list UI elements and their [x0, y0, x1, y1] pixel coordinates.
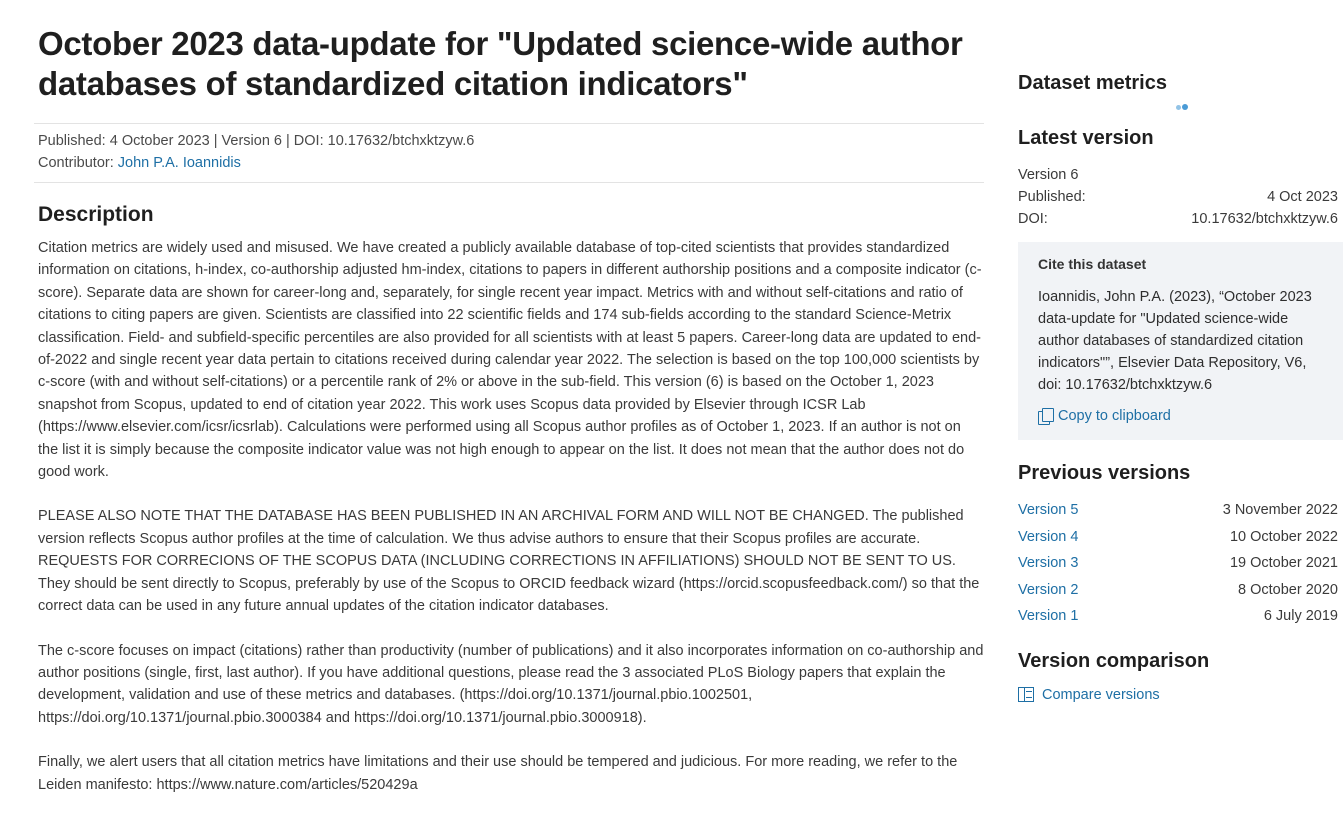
description-paragraph: PLEASE ALSO NOTE THAT THE DATABASE HAS BEEN PUBLISHED IN AN ARCHIVAL FORM AND WILL NOT BE CHANGED. The published version reflects Scopus author profiles at the time of calculation. We thus advise authors to ensure that their Scopus profiles are accurate. REQUESTS FOR CORRECIONS OF THE SCOPUS DATA (INCLUDING CORRECTIONS IN AFFILIATIONS) SHOULD NOT BE SENT TO US. They should be sent directly to Scopus, preferably by use of the Scopus to ORCID feedback wizard (https://orcid.scopusfeedback.com/) so that the correct data can be used in any future annual updates of the citation indicator databases. — [38, 508, 980, 615]
version-comparison-heading: Version comparison — [1018, 649, 1210, 672]
compare-versions-button[interactable] — [1018, 687, 1338, 703]
contributor-label: Contributor: — [38, 155, 114, 171]
latest-version-info — [1018, 164, 1338, 230]
description-paragraph: Finally, we alert users that all citation metrics have limitations and their use should be tempered and judicious. For more reading, we refer to the Leiden manifesto: https://www.nature.com/articles/520429a — [38, 754, 958, 793]
version-row — [1018, 524, 1338, 551]
published-label: Published: — [1018, 189, 1086, 205]
doi-value: 10.17632/btchxktzyw.6 — [1191, 211, 1338, 227]
loading-spinner-icon — [1018, 95, 1338, 121]
version-link[interactable]: Version 3 — [1018, 555, 1079, 572]
description-paragraph: Citation metrics are widely used and misused. We have created a publicly available database of top-cited scientists that provides standardized information on citations, h-index, co-authorship adjusted hm-index, citations to papers in different authorship positions and a composite indicator (c-score). Separate data are shown for career-long and, separately, for single recent year impact. Metrics with and without self-citations and ratio of citations to citing papers are given. Scientists are classified into 22 scientific fields and 174 sub-fields according to the standard Science-Metrix classification. Field- and subfield-specific percentiles are also provided for all scientists with at least 5 papers. Career-long data are updated to end-of-2022 and single recent year data pertain to citations received during calendar year 2022. The selection is based on the top 100,000 scientists by c-score (with and without self-citations) or a percentile rank of 2% or above in the sub-field. This version (6) is based on the October 1, 2023 snapshot from Scopus, updated to end of citation year 2022. This work uses Scopus data provided by Elsevier through ICSR Lab (https://www.elsevier.com/icsr/icsrlab). Calculations were performed using all Scopus author profiles as of October 1, 2023. If an author is not on the list it is simply because the composite indicator value was not high enough to appear on the list. It does not mean that the author does not do good work. — [38, 240, 982, 481]
description-heading: Description — [38, 203, 154, 226]
compare-versions-label: Compare versions — [1042, 686, 1160, 703]
version-link[interactable]: Version 5 — [1018, 502, 1079, 518]
published-value: 4 Oct 2023 — [1267, 189, 1338, 205]
copy-icon — [1038, 408, 1054, 424]
version-date: 6 July 2019 — [1263, 608, 1338, 625]
latest-published-row — [1018, 186, 1338, 208]
copy-to-clipboard-button[interactable] — [1038, 408, 1323, 424]
dataset-metrics-heading: Dataset metrics — [1018, 72, 1167, 94]
copy-to-clipboard-label: Copy to clipboard — [1058, 408, 1171, 424]
version-link[interactable]: Version 4 — [1018, 528, 1079, 545]
version-link[interactable]: Version 1 — [1018, 608, 1079, 625]
version-date: 19 October 2021 — [1229, 555, 1338, 572]
main-content — [38, 24, 984, 818]
citation-text: Ioannidis, John P.A. (2023), “October 2023 data-update for "Updated science-wide author databases of standardized citation indicators"”, Elsevier Data Repository, V6, doi: 10.17632/btchxktzyw.6 — [1038, 289, 1312, 393]
doi-label: DOI: — [1018, 211, 1048, 227]
description-paragraph: The c-score focuses on impact (citations) rather than productivity (number of publications) and it also incorporates information on co-authorship and author positions (single, first, last author). If you have additional questions, please read the 3 associated PLoS Biology papers that explain the development, validation and use of these metrics and databases. (https://doi.org/10.1371/journal.pbio.1002501, https://doi.org/10.1371/journal.pbio.3000384 and https://doi.org/10.1371/journal.pbio.3000918). — [38, 642, 984, 726]
description-body — [38, 237, 984, 796]
previous-versions-list — [1018, 497, 1338, 630]
version-date: 10 October 2022 — [1229, 528, 1338, 545]
contributor-link[interactable]: John P.A. Ioannidis — [117, 155, 241, 171]
latest-version-heading: Latest version — [1018, 127, 1154, 149]
latest-doi-row — [1018, 208, 1338, 230]
version-row — [1018, 577, 1338, 604]
cite-dataset-box — [1018, 242, 1343, 440]
contributor-line — [38, 152, 984, 174]
version-date: 8 October 2020 — [1238, 581, 1338, 598]
sidebar — [1018, 72, 1338, 703]
version-date: 3 November 2022 — [1222, 502, 1338, 518]
dataset-meta — [34, 123, 984, 183]
version-link[interactable]: Version 2 — [1018, 581, 1079, 598]
compare-icon — [1018, 687, 1034, 702]
published-line: Published: 4 October 2023 | Version 6 | DOI: 10.17632/btchxktzyw.6 — [38, 133, 475, 149]
previous-versions-heading: Previous versions — [1018, 462, 1191, 484]
page-title: October 2023 data-update for "Updated science-wide author databases of standardized citation indicators" — [38, 25, 963, 102]
version-row — [1018, 603, 1338, 630]
latest-version-number: Version 6 — [1018, 167, 1079, 183]
cite-heading: Cite this dataset — [1038, 256, 1147, 272]
version-row — [1018, 550, 1338, 577]
version-row — [1018, 497, 1338, 524]
